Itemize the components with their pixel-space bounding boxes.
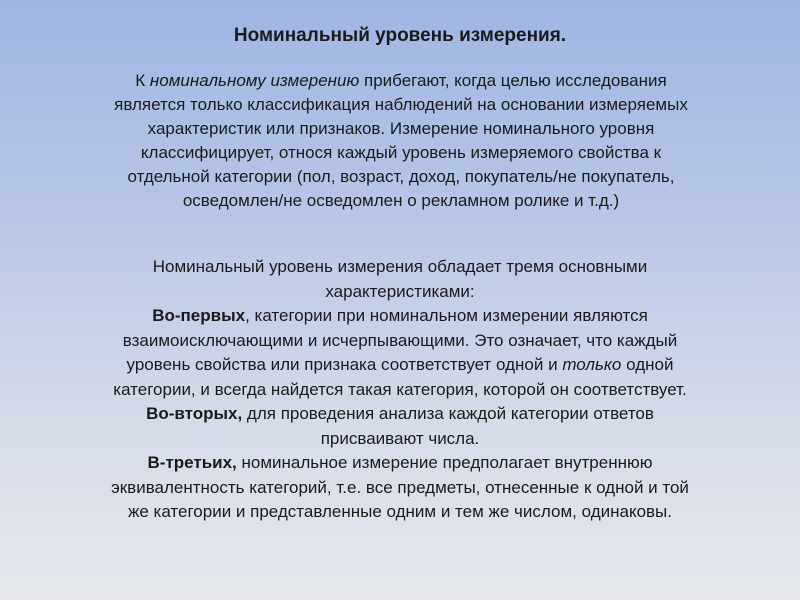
third-label: В-третьих, bbox=[147, 453, 237, 472]
main-line-10: эквивалентность категорий, т.е. все предметы, отнесенные к одной и той bbox=[111, 477, 689, 497]
main-line-3 bbox=[25, 304, 775, 329]
main-line-9-rest: номинальное измерение предполагает внутреннюю bbox=[236, 453, 653, 472]
main-line-8: присваивают числа. bbox=[320, 428, 480, 448]
slide-title: Номинальный уровень измерения. bbox=[233, 25, 567, 46]
intro-line-3: характеристик или признаков. Измерение номинального уровня bbox=[147, 119, 655, 138]
intro-term-emphasis: номинальному измерению bbox=[149, 71, 360, 90]
only-emphasis: только bbox=[562, 355, 622, 374]
intro-line-1 bbox=[40, 69, 762, 93]
main-line-1: Номинальный уровень измерения обладает тремя основными bbox=[152, 257, 648, 276]
intro-line-5: отдельной категории (пол, возраст, доход, покупатель/не покупатель, bbox=[127, 167, 675, 186]
main-line-5-suffix: одной bbox=[621, 355, 674, 374]
main-line-4: взаимоисключающими и исчерпывающими. Это означает, что каждый bbox=[122, 330, 678, 350]
first-label: Во-первых bbox=[152, 306, 246, 325]
main-line-6: категории, и всегда найдется такая категория, которой он соответствует. bbox=[113, 379, 687, 399]
intro-paragraph bbox=[40, 69, 762, 213]
main-line-9 bbox=[25, 451, 775, 476]
main-line-2: характеристиками: bbox=[325, 281, 475, 301]
main-line-5-prefix: уровень свойства или признака соответствует одной и bbox=[126, 355, 563, 374]
intro-line-2: является только классификация наблюдений на основании измеряемых bbox=[114, 95, 688, 114]
main-line-7-rest: для проведения анализа каждой категории ответов bbox=[242, 404, 654, 423]
characteristics-paragraph bbox=[25, 255, 775, 525]
intro-line-6: осведомлен/не осведомлен о рекламном ролике и т.д.) bbox=[182, 191, 620, 210]
intro-line-1-suffix: прибегают, когда целью исследования bbox=[359, 71, 667, 90]
main-line-5 bbox=[25, 353, 775, 378]
main-line-11: же категории и представленные одним и тем же числом, одинаковы. bbox=[127, 502, 673, 521]
main-line-7 bbox=[25, 402, 775, 427]
main-line-3-rest: , категории при номинальном измерении являются bbox=[245, 306, 648, 325]
second-label: Во-вторых, bbox=[146, 404, 243, 423]
intro-line-4: классифицирует, относя каждый уровень измеряемого свойства к bbox=[140, 143, 662, 162]
intro-line-1-prefix: К bbox=[135, 71, 150, 90]
